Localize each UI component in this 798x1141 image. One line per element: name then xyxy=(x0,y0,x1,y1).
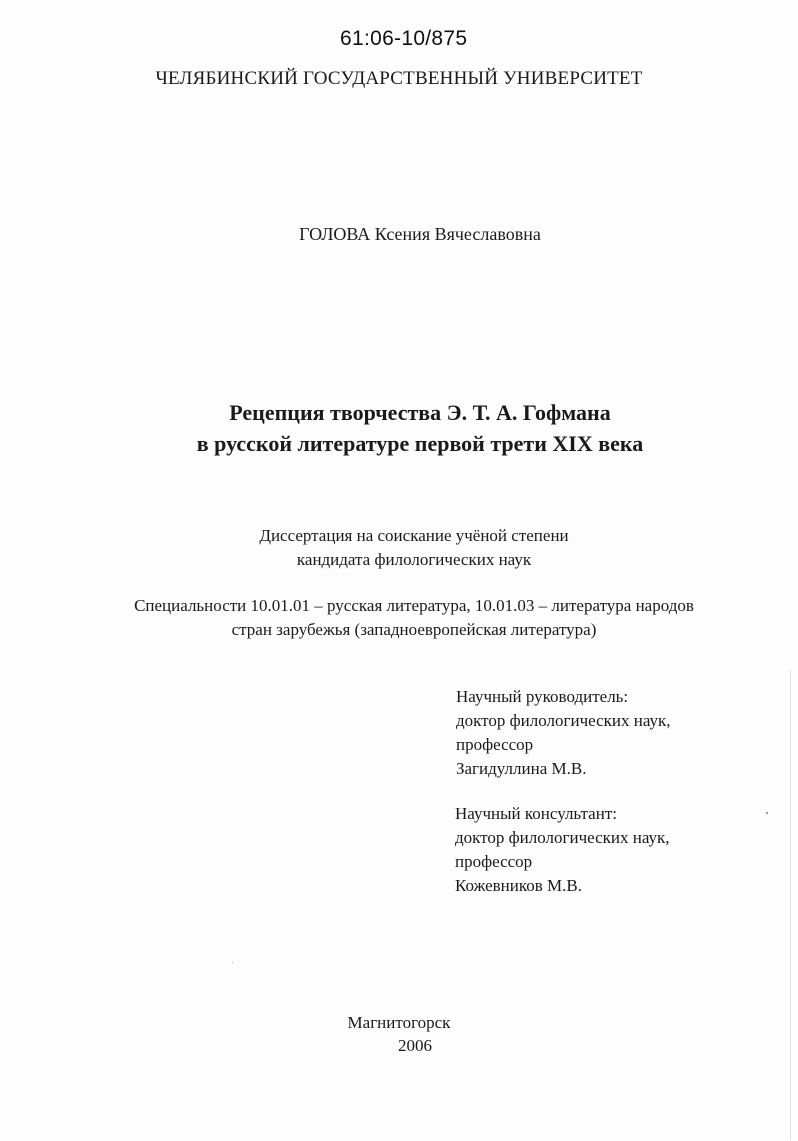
publication-city: Магнитогорск xyxy=(347,1013,451,1032)
scan-speck xyxy=(232,962,233,963)
consultant-rank: профессор xyxy=(455,852,533,871)
supervisor-name: Загидуллина М.В. xyxy=(456,759,587,778)
thesis-title-line-2: в русской литературе первой трети XIX века xyxy=(196,431,644,456)
dissertation-degree-line-1: Диссертация на соискание учёной степени xyxy=(259,526,569,545)
consultant-degree: доктор филологических наук, xyxy=(455,828,670,847)
consultant-name: Кожевников М.В. xyxy=(455,876,582,895)
specialty-line-1: Специальности 10.01.01 – русская литература, 10.01.03 – литература народов xyxy=(134,596,694,615)
publication-year: 2006 xyxy=(398,1036,432,1055)
supervisor-rank: профессор xyxy=(456,735,534,754)
supervisor-block xyxy=(456,685,671,781)
thesis-title-line-1: Рецепция творчества Э. Т. А. Гофмана xyxy=(229,400,611,425)
scan-speck xyxy=(766,812,768,814)
supervisor-degree: доктор филологических наук, xyxy=(456,711,671,730)
university-name: ЧЕЛЯБИНСКИЙ ГОСУДАРСТВЕННЫЙ УНИВЕРСИТЕТ xyxy=(155,68,643,89)
supervisor-role: Научный руководитель: xyxy=(456,687,629,706)
dissertation-degree-line-2: кандидата филологических наук xyxy=(296,550,532,569)
consultant-role: Научный консультант: xyxy=(455,804,617,823)
author-name: ГОЛОВА Ксения Вячеславовна xyxy=(299,224,541,244)
specialty-line-2: стран зарубежья (западноевропейская литература) xyxy=(231,620,597,639)
scan-edge-line xyxy=(790,670,791,1140)
consultant-block xyxy=(455,802,670,898)
library-stamp-number: 61:06-10/875 xyxy=(340,27,468,50)
